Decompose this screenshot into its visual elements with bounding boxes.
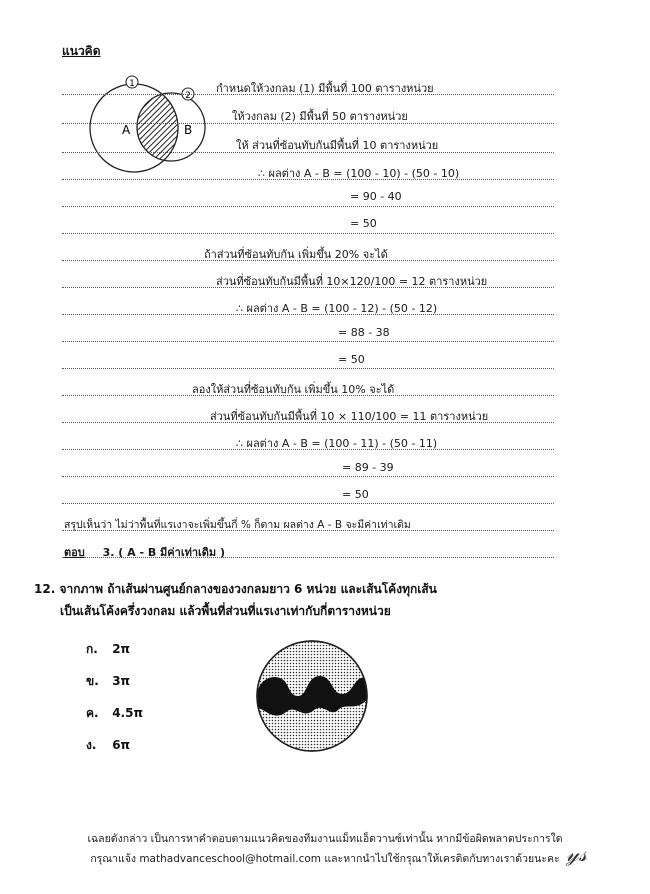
choice-label: ง.: [86, 738, 97, 752]
footer-line-1: เฉลยดังกล่าว เป็นการหาคำตอบตามแนวคิดของทีมงานแม็ทแอ็ดวานซ์เท่านั้น หากมีข้อผิดพลาดประการใด: [87, 833, 563, 845]
solution-line: ถ้าส่วนที่ซ้อนทับกัน เพิ่มขึ้น 20% จะได้: [204, 248, 388, 261]
solution-line: = 50: [350, 217, 377, 230]
solution-line: = 50: [338, 353, 365, 366]
question-figure: [250, 638, 374, 756]
footer-line-2: กรุณาแจ้ง mathadvanceschool@hotmail.com และหากนำไปใช้กรุณาให้เครดิตกับทางเราด้วยนะคะ: [90, 853, 560, 865]
question-text: [34, 580, 437, 599]
solution-line: = 88 - 38: [338, 326, 390, 339]
choice-d: [86, 736, 130, 755]
solution-line: ∴ ผลต่าง A - B = (100 - 11) - (50 - 11): [236, 437, 438, 450]
ruled-line: [62, 368, 554, 369]
solution-line: ลองให้ส่วนที่ซ้อนทับกัน เพิ่มขึ้น 10% จะได้: [192, 383, 395, 396]
ruled-line: [62, 503, 554, 504]
choice-a: [86, 640, 130, 659]
ruled-line: [62, 206, 554, 207]
solution-line: ส่วนที่ซ้อนทับกันมีพื้นที่ 10×120/100 = 12 ตารางหน่วย: [216, 275, 488, 288]
conclusion-line: สรุปเห็นว่า ไม่ว่าพื้นที่แรเงาจะเพิ่มขึ้นกี่ % ก็ตาม ผลต่าง A - B จะมีค่าเท่าเดิม: [64, 519, 411, 531]
choice-label: ก.: [86, 642, 98, 656]
solution-line: ส่วนที่ซ้อนทับกันมีพื้นที่ 10 × 110/100 = 11 ตารางหน่วย: [210, 410, 489, 423]
answer-label: ตอบ: [64, 546, 85, 559]
venn-label-2: 2: [185, 91, 191, 101]
solution-line: ให้ ส่วนที่ซ้อนทับกันมีพื้นที่ 10 ตารางหน่วย: [236, 139, 439, 152]
choice-label: ค.: [86, 706, 99, 720]
ruled-line: [62, 233, 554, 234]
solution-line: = 89 - 39: [342, 461, 394, 474]
question-line-2: เป็นเส้นโค้งครึ่งวงกลม แล้วพื้นที่ส่วนที่แรเงาเท่ากับกี่ตารางหน่วย: [60, 604, 391, 618]
ruled-line: [62, 341, 554, 342]
solution-line: ∴ ผลต่าง A - B = (100 - 10) - (50 - 10): [258, 167, 460, 180]
signature-mark: 𝓎𝓈: [566, 842, 587, 867]
venn-diagram: [84, 70, 214, 180]
choice-b: [86, 672, 130, 691]
solution-line: กำหนดให้วงกลม (1) มีพื้นที่ 100 ตารางหน่วย: [216, 82, 434, 95]
section-heading: แนวคิด: [62, 44, 101, 58]
choice-value: 3π: [112, 674, 131, 688]
venn-label-b: B: [184, 123, 193, 137]
choice-label: ข.: [86, 674, 99, 688]
solution-line: ∴ ผลต่าง A - B = (100 - 12) - (50 - 12): [236, 302, 438, 315]
answer-text: 3. ( A - B มีค่าเท่าเดิม ): [102, 546, 226, 559]
ruled-line: [62, 476, 554, 477]
choice-c: [86, 704, 143, 723]
choice-value: 4.5π: [112, 706, 143, 720]
venn-label-a: A: [122, 123, 131, 137]
question-line-1: จากภาพ ถ้าเส้นผ่านศูนย์กลางของวงกลมยาว 6 หน่วย และเส้นโค้งทุกเส้น: [59, 582, 437, 596]
answer-line: [64, 543, 225, 561]
choice-value: 6π: [112, 738, 131, 752]
choice-value: 2π: [112, 642, 131, 656]
question-number: 12.: [34, 582, 56, 596]
solution-line: ให้วงกลม (2) มีพื้นที่ 50 ตารางหน่วย: [232, 110, 408, 123]
solution-line: = 90 - 40: [350, 190, 402, 203]
venn-label-1: 1: [129, 79, 135, 89]
solution-line: = 50: [342, 488, 369, 501]
